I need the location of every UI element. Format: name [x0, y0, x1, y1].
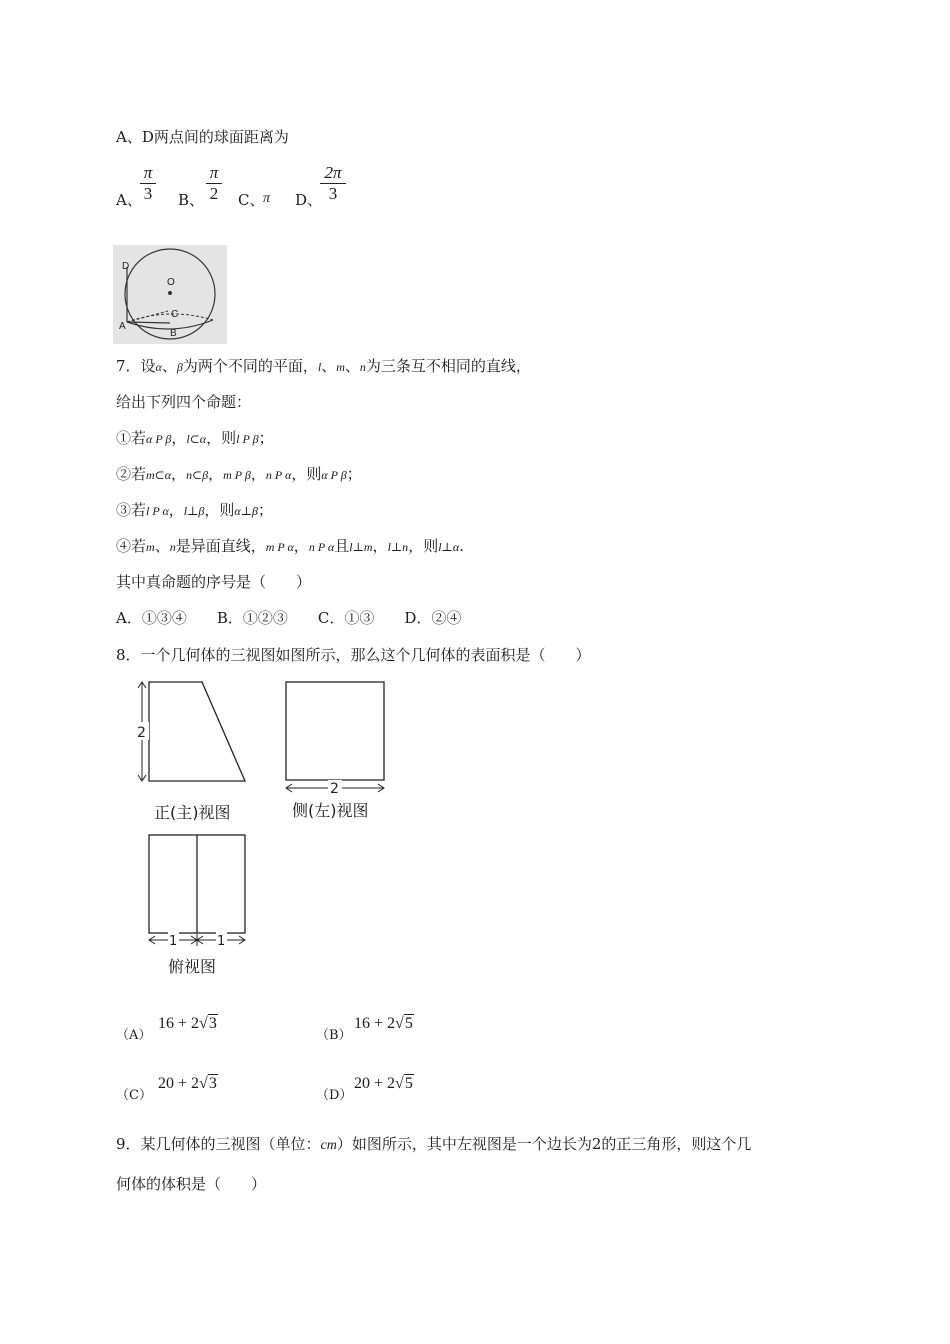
- q9-line1: 9．某几何体的三视图（单位：cm）如图所示，其中左视图是一个边长为2的正三角形，则这个几: [116, 1135, 752, 1153]
- q7-ask: 其中真命题的序号是（ ）: [116, 573, 312, 591]
- q9-line2: 何体的体积是（ ）: [116, 1175, 267, 1193]
- q7-proposition-2: ②若m⊂α，n⊂β，m P β，n P α，则α P β；: [116, 465, 362, 483]
- q6-choice-c-label: C、: [238, 191, 265, 209]
- q8-option-a-expr: 16 + 2√3: [158, 1015, 217, 1032]
- q6-choice-b-fraction: π 2: [206, 164, 222, 203]
- q6-choice-d-fraction: 2π 3: [320, 164, 346, 203]
- front-view-label: 正(主)视图: [154, 803, 231, 822]
- q6-tail-text: A、D两点间的球面距离为: [116, 128, 289, 146]
- q7-proposition-1: ①若α P β，l⊂α，则l P β；: [116, 429, 274, 447]
- q7-proposition-4: ④若m、n是异面直线，m P α，n P α且l⊥m，l⊥n，则l⊥α.: [116, 537, 464, 555]
- q8-option-c-expr: 20 + 2√3: [158, 1075, 217, 1092]
- q8-option-c-label: （C）: [116, 1088, 152, 1103]
- top-width-left-label: 1: [169, 934, 178, 949]
- label-o: O: [167, 277, 175, 288]
- q7-stem: 7．设α、β为两个不同的平面，l、m、n为三条互不相同的直线，: [116, 357, 531, 375]
- center-point-o: [168, 291, 172, 295]
- label-c: C: [171, 309, 179, 320]
- side-view-figure: [281, 676, 391, 796]
- label-d: D: [122, 261, 130, 272]
- top-width-right-label: 1: [217, 934, 226, 949]
- top-view-figure: [143, 830, 253, 952]
- q8-stem: 8．一个几何体的三视图如图所示，那么这个几何体的表面积是（ ）: [116, 646, 591, 664]
- top-view-label: 俯视图: [168, 957, 217, 976]
- q8-option-d-expr: 20 + 2√5: [354, 1075, 413, 1092]
- side-view-label: 侧(左)视图: [292, 801, 369, 820]
- q8-option-b-label: （B）: [316, 1028, 352, 1043]
- label-b: B: [170, 328, 177, 339]
- front-view-trapezoid: [149, 682, 245, 781]
- q6-choice-c-value: π: [263, 191, 271, 206]
- q8-option-d-label: （D）: [316, 1088, 353, 1103]
- q6-choice-d-label: D、: [295, 191, 323, 209]
- q8-option-b-expr: 16 + 2√5: [354, 1015, 413, 1032]
- q6-choice-a-fraction: π 3: [140, 164, 156, 203]
- q7-proposition-3: ③若l P α，l⊥β，则α⊥β；: [116, 501, 273, 519]
- q7-line2: 给出下列四个命题：: [116, 393, 252, 411]
- q8-option-a-label: （A）: [116, 1028, 152, 1043]
- q6-choice-b-label: B、: [178, 191, 205, 209]
- side-width-label: 2: [330, 781, 339, 796]
- label-a: A: [119, 321, 126, 332]
- front-view-figure: [132, 676, 252, 788]
- q6-choice-a-label: A、: [116, 191, 142, 209]
- sphere-figure: [113, 245, 227, 344]
- q7-options: A．①③④ B．①②③ C．①③ D．②④: [116, 609, 462, 627]
- side-view-square: [286, 682, 384, 780]
- front-height-label: 2: [137, 725, 146, 741]
